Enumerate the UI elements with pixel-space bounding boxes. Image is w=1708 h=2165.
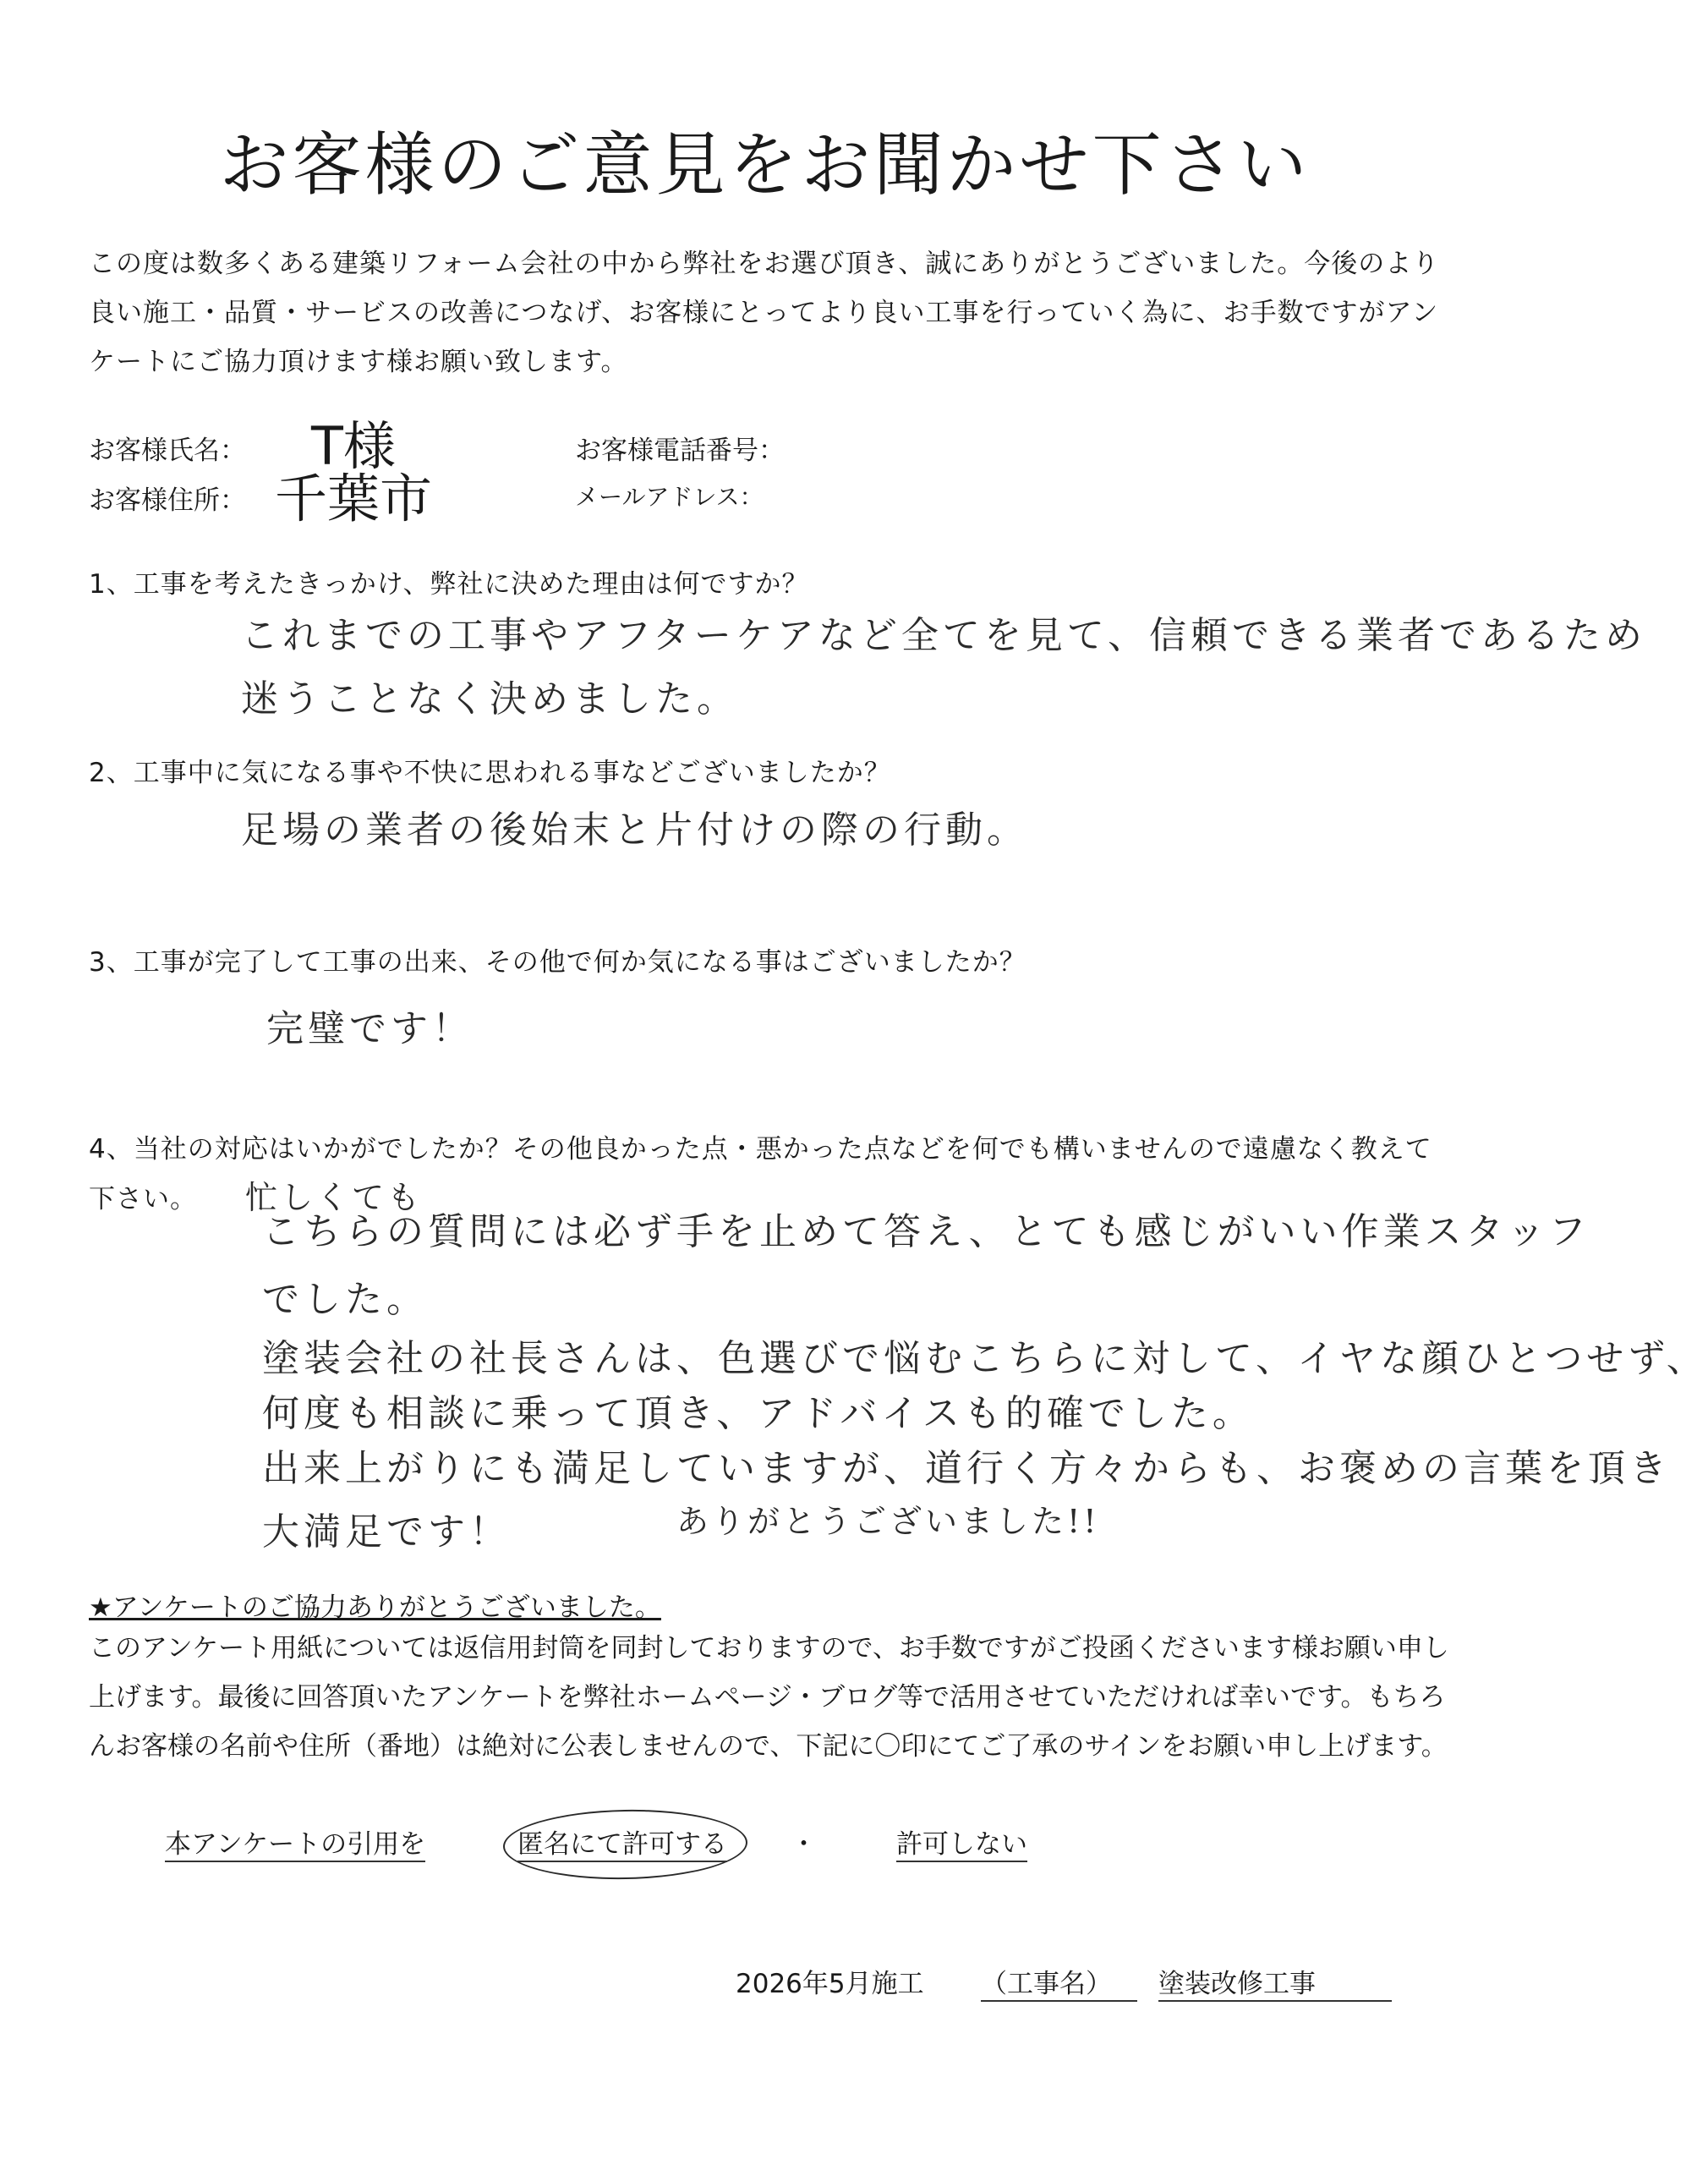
consent-prefix: 本アンケートの引用を <box>165 1822 425 1862</box>
page-title: お客様のご意見をお聞かせ下さい <box>219 125 1311 206</box>
answer-1-line-2: 迷うことなく決めました。 <box>241 677 738 721</box>
question-2: 2、工事中に気になる事や不快に思われる事などございましたか？ <box>89 758 891 788</box>
footer-project-label: （工事名） <box>981 1962 1137 2002</box>
consent-separator: ・ <box>791 1829 817 1860</box>
answer-4-line-6: 出来上がりにも満足していますが、道行く方々からも、お褒めの言葉を頂き <box>262 1447 1671 1490</box>
answer-4-line-2: こちらの質問には必ず手を止めて答え、とても感じがいい作業スタッフ <box>262 1210 1590 1253</box>
footer-date: 2026年5月施工 <box>736 1969 924 1999</box>
answer-4-line-5: 何度も相談に乗って頂き、アドバイスも的確でした。 <box>262 1392 1254 1435</box>
customer-phone-label: お客様電話番号： <box>575 436 785 466</box>
customer-email-label: メールアドレス： <box>575 483 764 511</box>
answer-1-line-1: これまでの工事やアフターケアなど全てを見て、信頼できる業者であるため <box>241 614 1647 657</box>
thanks-heading: ★アンケートのご協力ありがとうございました。 <box>89 1592 661 1623</box>
answer-2-line-1: 足場の業者の後始末と片付けの際の行動。 <box>241 808 1028 852</box>
closing-paragraph: このアンケート用紙については返信用封筒を同封しておりますので、お手数ですがご投函くださいます様お願い申し上げます。最後に回答頂いたアンケートを弊社ホームページ・ブログ等で活用させていただければ幸いです。もちろんお客様の名前や住所（番地）は絶対に公表しませんので、下記に〇印にてご了承のサインをお願い申し上げます。 <box>89 1633 1449 1762</box>
question-4-continued: 下さい。 <box>89 1184 197 1214</box>
answer-4-line-3: でした。 <box>262 1278 428 1321</box>
answer-3-line-1: 完璧です！ <box>266 1007 474 1050</box>
answer-4-line-4: 塗装会社の社長さんは、色選びで悩むこちらに対して、イヤな顔ひとつせず、 <box>262 1337 1708 1380</box>
customer-address-label: お客様住所： <box>89 485 246 516</box>
answer-4-line-8: ありがとうございました!! <box>676 1503 1100 1540</box>
consent-option-anonymous[interactable]: 匿名にて許可する <box>517 1822 727 1862</box>
intro-paragraph: この度は数多くある建築リフォーム会社の中から弊社をお選び頂き、誠にありがとうございました。今後のより良い施工・品質・サービスの改善につなげ、お客様にとってより良い工事を行っていく為に、お手数ですがアンケートにご協力頂けます様お願い致します。 <box>89 249 1440 377</box>
customer-name-value: T様 <box>311 415 396 477</box>
question-3: 3、工事が完了して工事の出来、その他で何か気になる事はございましたか？ <box>89 947 1026 978</box>
customer-name-label: お客様氏名： <box>89 436 246 466</box>
footer-project-name: 塗装改修工事 <box>1158 1962 1392 2002</box>
question-1: 1、工事を考えたきっかけ、弊社に決めた理由は何ですか？ <box>89 569 809 600</box>
answer-4-line-7: 大満足です！ <box>262 1510 511 1554</box>
consent-option-deny[interactable]: 許可しない <box>896 1822 1027 1862</box>
answer-4-line-1: 忙しくても <box>245 1179 424 1216</box>
question-4: 4、当社の対応はいかがでしたか？その他良かった点・悪かった点などを何でも構いませんので遠慮なく教えて <box>89 1134 1432 1165</box>
customer-address-value: 千葉市 <box>275 468 433 529</box>
